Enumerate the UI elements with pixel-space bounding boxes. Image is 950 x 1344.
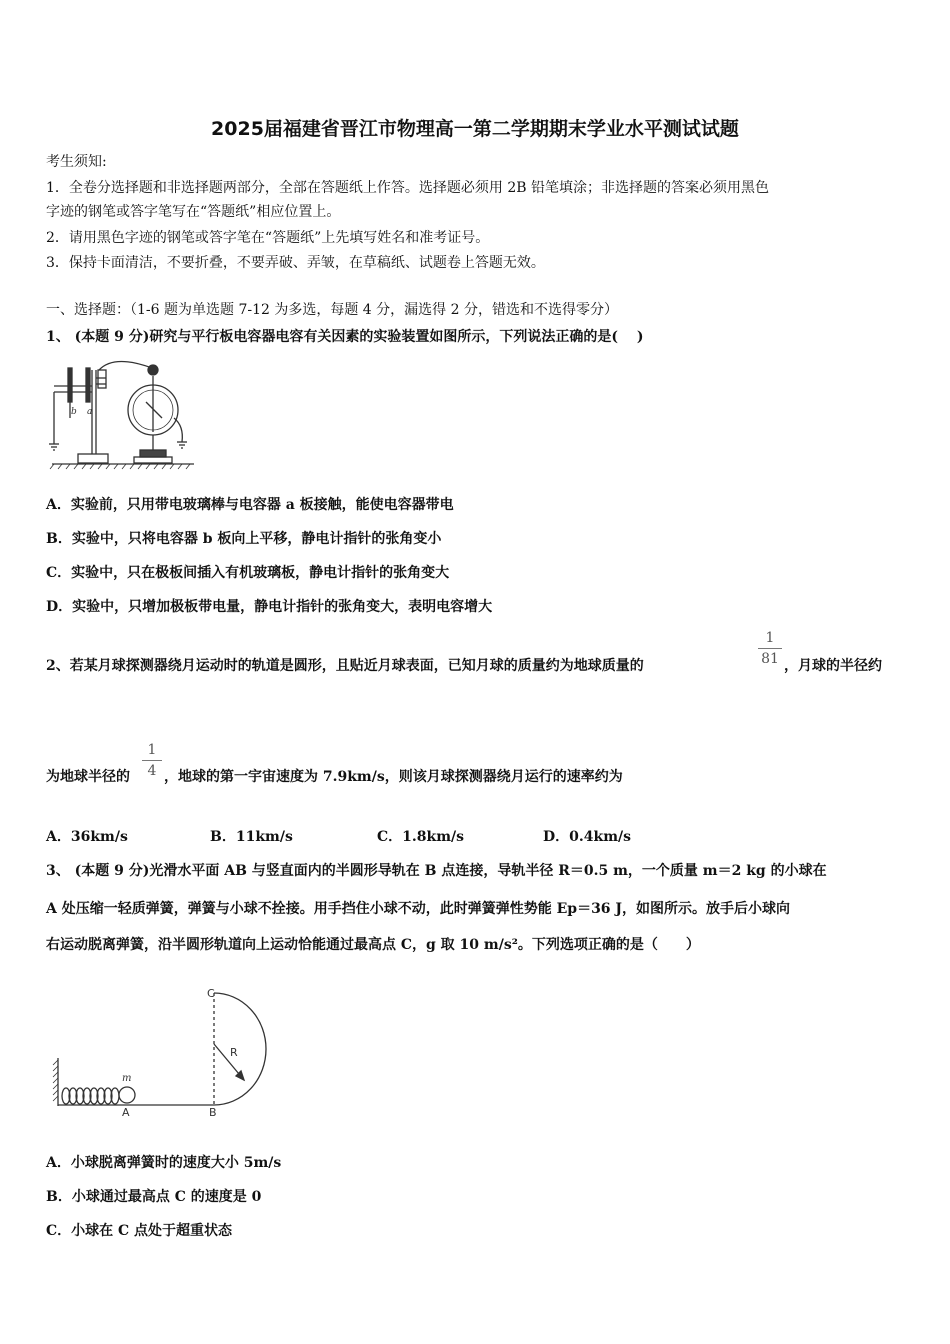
point-a-label: A: [122, 1106, 130, 1118]
fraction-numerator: 1: [147, 742, 157, 758]
question-1-option-a: A．实验前，只用带电玻璃棒与电容器 a 板接触，能使电容器带电: [46, 497, 454, 513]
plate-b-label: b: [71, 407, 77, 417]
question-2-option-d: D．0.4km/s: [543, 829, 632, 845]
question-3-option-a: A．小球脱离弹簧时的速度大小 5m/s: [46, 1155, 282, 1171]
question-3-stem-line2: A 处压缩一轻质弹簧，弹簧与小球不拴接。用手挡住小球不动，此时弹簧弹性势能 Ep＝36 J，如图所示。放手后小球向: [46, 901, 791, 917]
mass-label: m: [122, 1073, 132, 1084]
question-2-stem: 2、若某月球探测器绕月运动时的轨道是圆形，且贴近月球表面，已知月球的质量约为地球质量的: [46, 658, 644, 674]
question-1-option-d: D．实验中，只增加极板带电量，静电计指针的张角变大，表明电容增大: [46, 599, 493, 615]
section-heading: 一、选择题：（1-6 题为单选题 7-12 为多选，每题 4 分，漏选得 2 分，错选和不选得零分）: [46, 302, 618, 318]
question-2-option-b: B．11km/s: [210, 829, 293, 845]
question-2-stem-cont: ，月球的半径约: [784, 658, 882, 674]
question-3-stem-line1: 3、 (本题 9 分)光滑水平面 AB 与竖直面内的半圆形导轨在 B 点连接，导轨半径 R＝0.5 m，一个质量 m＝2 kg 的小球在: [46, 863, 827, 879]
page-title: 2025届福建省晋江市物理高一第二学期期末学业水平测试试题: [211, 118, 739, 140]
notice-item: 3．保持卡面清洁，不要折叠，不要弄破、弄皱，在草稿纸、试题卷上答题无效。: [46, 255, 545, 271]
point-c-label: C: [207, 987, 215, 1000]
fraction-1-4: [142, 742, 162, 779]
question-2-stem-line2: 为地球半径的: [46, 769, 130, 785]
question-2-option-a: A．36km/s: [46, 829, 128, 845]
plate-a-label: a: [87, 407, 93, 417]
notice-item: 2．请用黑色字迹的钢笔或答字笔在“答题纸”上先填写姓名和准考证号。: [46, 230, 490, 246]
question-1-option-b: B．实验中，只将电容器 b 板向上平移，静电计指针的张角变小: [46, 531, 442, 547]
question-1-stem: 1、 (本题 9 分)研究与平行板电容器电容有关因素的实验装置如图所示，下列说法正确的是( ): [46, 329, 644, 345]
radius-label: R: [230, 1046, 238, 1059]
question-2-option-c: C．1.8km/s: [377, 829, 465, 845]
notice-item: 1．全卷分选择题和非选择题两部分，全部在答题纸上作答。选择题必须用 2B 铅笔填涂；非选择题的答案必须用黑色: [46, 180, 769, 196]
question-2-stem-line2-cont: ，地球的第一宇宙速度为 7.9km/s，则该月球探测器绕月运行的速率约为: [164, 769, 623, 785]
notice-item: 字迹的钢笔或答字笔写在“答题纸”相应位置上。: [46, 204, 341, 220]
question-3-stem-line3: 右运动脱离弹簧，沿半圆形轨道向上运动恰能通过最高点 C，g 取 10 m/s²。下列选项正确的是（ ）: [46, 937, 700, 953]
fraction-numerator: 1: [765, 630, 775, 646]
point-b-label: B: [209, 1106, 217, 1118]
capacitor-figure: [44, 356, 204, 472]
notice-heading: 考生须知:: [46, 154, 107, 170]
question-3-option-c: C．小球在 C 点处于超重状态: [46, 1223, 233, 1239]
fraction-denominator: 81: [761, 651, 779, 667]
track-figure: [44, 982, 284, 1118]
fraction-1-81: [758, 630, 782, 667]
question-3-option-b: B．小球通过最高点 C 的速度是 0: [46, 1189, 262, 1205]
fraction-denominator: 4: [147, 763, 157, 779]
question-1-option-c: C．实验中，只在极板间插入有机玻璃板，静电计指针的张角变大: [46, 565, 450, 581]
